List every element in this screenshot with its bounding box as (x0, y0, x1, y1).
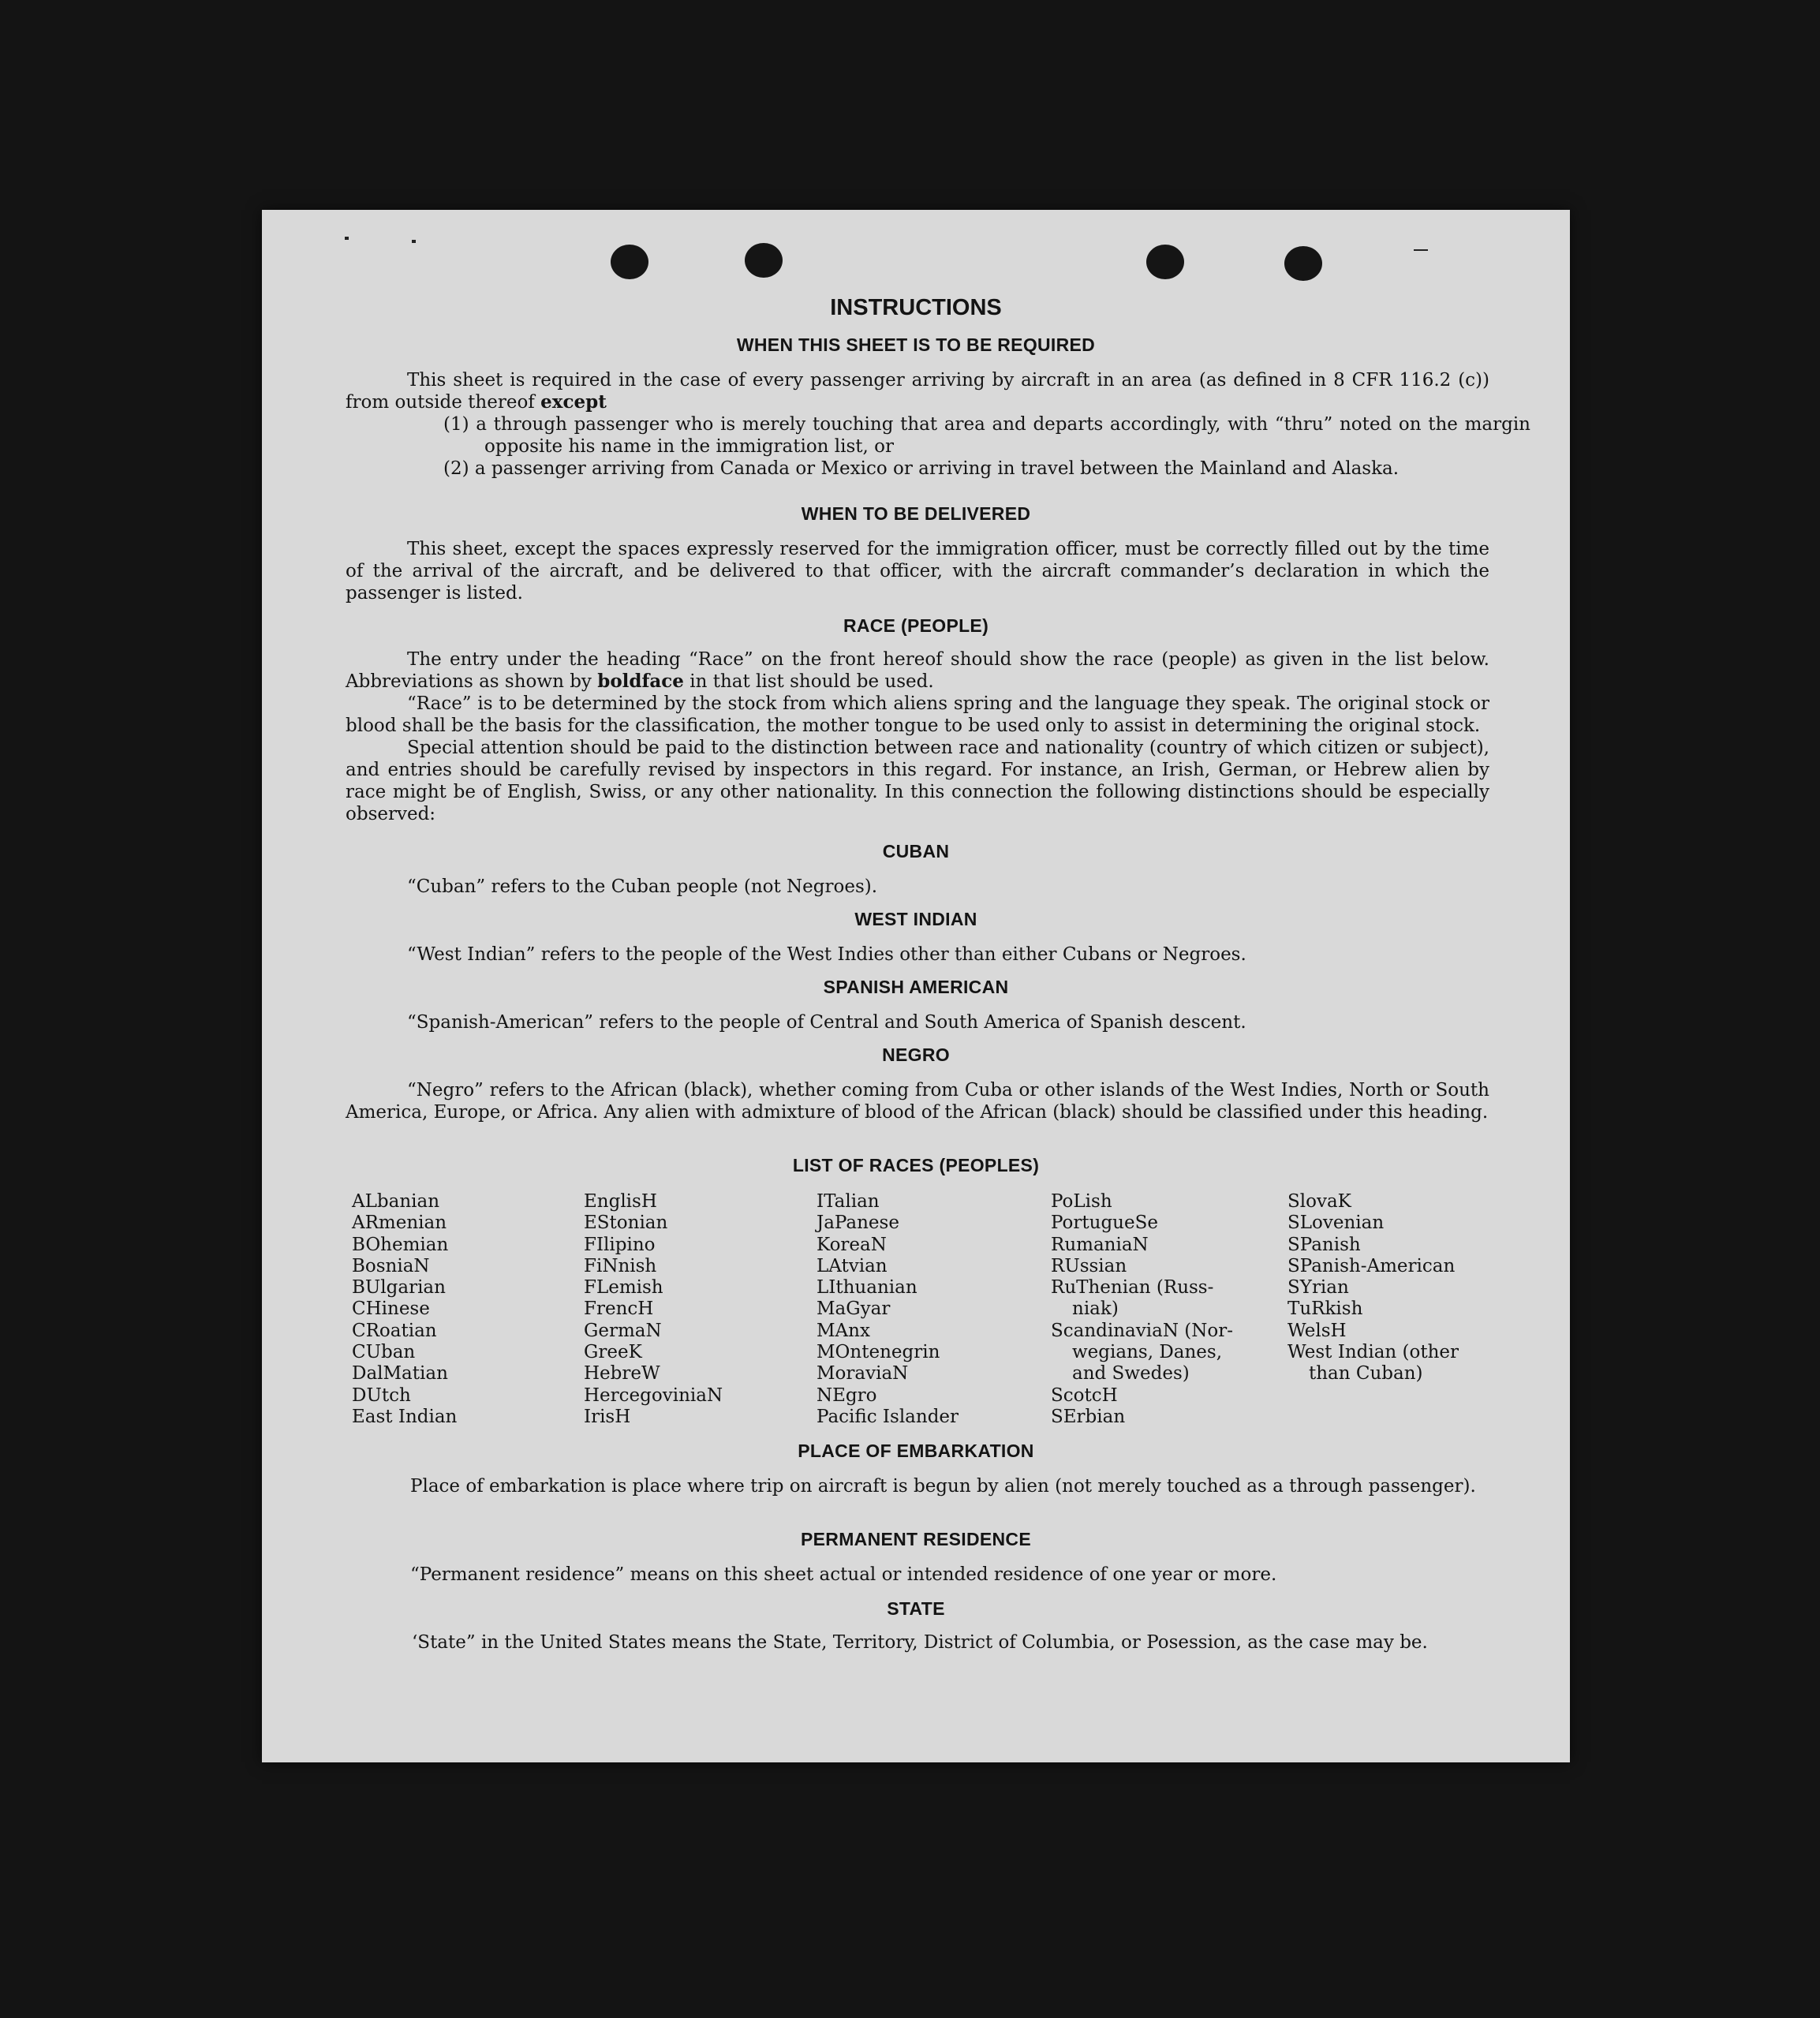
race-entry: RUssian (1051, 1255, 1127, 1276)
race-entry: TuRkish (1287, 1299, 1363, 1320)
section-heading-race: RACE (PEOPLE) (843, 615, 989, 636)
race-entry: HebreW (584, 1363, 660, 1385)
race-entry: CHinese (352, 1299, 430, 1320)
race-entry: ARmenian (352, 1213, 447, 1234)
section-heading-state: STATE (887, 1598, 945, 1619)
race-entry: BosniaN (352, 1255, 430, 1276)
race-entry: MoraviaN (817, 1363, 909, 1385)
race-entry: SPanish-American (1287, 1255, 1456, 1276)
race-entry: EnglisH (584, 1191, 657, 1212)
section-heading-when-delivered: WHEN TO BE DELIVERED (801, 503, 1031, 524)
race-entry: SErbian (1051, 1406, 1126, 1427)
section-heading-cuban: CUBAN (882, 841, 950, 861)
west-indian-paragraph: “West Indian” refers to the people of the West Indies other than either Cubans or Negroes. (407, 944, 1246, 965)
race-entry: ScotcH (1051, 1385, 1118, 1406)
race-entry: EStonian (584, 1213, 668, 1234)
race-entry: West Indian (other (1287, 1342, 1459, 1363)
race-entry: wegians, Danes, (1072, 1342, 1223, 1363)
race-entry: WelsH (1287, 1320, 1347, 1341)
race-entry: Pacific Islander (817, 1406, 959, 1427)
section-heading-west-indian: WEST INDIAN (854, 909, 977, 929)
race-entry: FLemish (584, 1277, 663, 1299)
race-entry: RuThenian (Russ- (1051, 1277, 1214, 1299)
race-column-1 (352, 1191, 589, 1428)
race-entry: East Indian (352, 1406, 458, 1427)
instruction-sheet (262, 210, 1570, 1762)
section-heading-spanish-american: SPANISH AMERICAN (823, 977, 1009, 997)
race-entry: CRoatian (352, 1320, 437, 1341)
when-delivered-paragraph: This sheet, except the spaces expressly reserved for the immigration officer, must be correctly filled out by the time of the arrival of the aircraft, and be delivered to that officer, with the aircraft commander’s declaration in which the passenger is listed. (346, 539, 1489, 604)
race-entry: DalMatian (352, 1363, 448, 1385)
section-heading-when-required: WHEN THIS SHEET IS TO BE REQUIRED (736, 334, 1096, 355)
race-entry: FrencH (584, 1299, 654, 1320)
race-entry: RumaniaN (1051, 1234, 1149, 1255)
race-entry: HercegoviniaN (584, 1385, 723, 1406)
race-entry: IrisH (584, 1406, 631, 1427)
punch-hole (1146, 245, 1184, 279)
punch-hole (1284, 246, 1322, 281)
race-entry: MaGyar (817, 1299, 891, 1320)
residence-paragraph: “Permanent residence” means on this sheet actual or intended residence of one year or more. (410, 1564, 1277, 1585)
race-entry: BUlgarian (352, 1277, 446, 1299)
page-title: INSTRUCTIONS (830, 295, 1002, 320)
race-entry: GreeK (584, 1342, 642, 1363)
race-entry: FIlipino (584, 1234, 656, 1255)
race-entry: NEgro (817, 1385, 877, 1406)
embarkation-paragraph: Place of embarkation is place where trip on aircraft is begun by alien (not merely touched as a through passenger). (410, 1476, 1476, 1497)
punch-hole (611, 245, 648, 279)
race-entry: PortugueSe (1051, 1213, 1158, 1234)
race-entry: SPanish (1287, 1234, 1361, 1255)
race-entry: FiNnish (584, 1255, 657, 1276)
state-paragraph: ‘State” in the United States means the State, Territory, District of Columbia, or Posession, as the case may be. (412, 1632, 1428, 1653)
race-column-5 (1287, 1191, 1524, 1385)
race-entry: DUtch (352, 1385, 411, 1406)
exception-item-1: (1) a through passenger who is merely touching that area and departs accordingly, with “thru” noted on the margin opposite his name in the immigration list, or (443, 414, 1530, 457)
when-required-paragraph: This sheet is required in the case of every passenger arriving by aircraft in an area (as defined in 8 CFR 116.2 (c)) from outside thereof except (346, 370, 1489, 413)
race-entry: GermaN (584, 1320, 662, 1341)
race-entry: KoreaN (817, 1234, 887, 1255)
exception-item-2: (2) a passenger arriving from Canada or Mexico or arriving in travel between the Mainland and Alaska. (443, 458, 1400, 479)
punch-hole (745, 243, 783, 278)
section-heading-permanent-residence: PERMANENT RESIDENCE (801, 1529, 1031, 1549)
race-entry: than Cuban) (1309, 1363, 1423, 1385)
race-entry: MAnx (817, 1320, 870, 1341)
section-heading-embarkation: PLACE OF EMBARKATION (798, 1441, 1034, 1461)
section-heading-list-of-races: LIST OF RACES (PEOPLES) (792, 1155, 1040, 1175)
race-entry: PoLish (1051, 1191, 1112, 1212)
race-entry: ITalian (817, 1191, 880, 1212)
race-entry: ScandinaviaN (Nor- (1051, 1320, 1233, 1341)
race-entry: niak) (1072, 1299, 1119, 1320)
race-entry: ALbanian (352, 1191, 440, 1212)
race-entry: LIthuanian (817, 1277, 917, 1299)
race-entry: LAtvian (817, 1255, 888, 1276)
race-entry: CUban (352, 1342, 416, 1363)
race-column-4 (1051, 1191, 1287, 1428)
race-entry: BOhemian (352, 1234, 449, 1255)
negro-paragraph: “Negro” refers to the African (black), whether coming from Cuba or other islands of the West Indies, North or South America, Europe, or Africa. Any alien with admixture of blood of the African (black) should be classified under this heading. (346, 1080, 1489, 1123)
race-column-2 (584, 1191, 820, 1428)
race-entry: SYrian (1287, 1277, 1349, 1299)
spanish-american-paragraph: “Spanish-American” refers to the people of Central and South America of Spanish descent. (407, 1012, 1246, 1033)
race-column-3 (817, 1191, 1053, 1428)
race-entry: and Swedes) (1072, 1363, 1190, 1385)
race-entry: JaPanese (817, 1213, 899, 1234)
cuban-paragraph: “Cuban” refers to the Cuban people (not Negroes). (407, 876, 878, 897)
section-heading-negro: NEGRO (882, 1045, 950, 1065)
race-paragraphs: The entry under the heading “Race” on the front hereof should show the race (people) as given in the list below. Abbreviations as shown by boldface in that list should be used. “Race” is to be determined by the stock from which aliens spring and the language they speak. The original stock or blood shall be the basis for the classification, the mother tongue to be used only to assist in determining the original stock. Special attention should be paid to the distinction between race and nationality (country of which citizen or subject), and entries should be carefully revised by inspectors in this regard. For instance, an Irish, German, or Hebrew alien by race might be of English, Swiss, or any other nationality. In this connection the following distinctions should be especially observed: (346, 649, 1489, 824)
race-entry: MOntenegrin (817, 1342, 940, 1363)
race-entry: SlovaK (1287, 1191, 1351, 1212)
race-entry: SLovenian (1287, 1213, 1385, 1234)
